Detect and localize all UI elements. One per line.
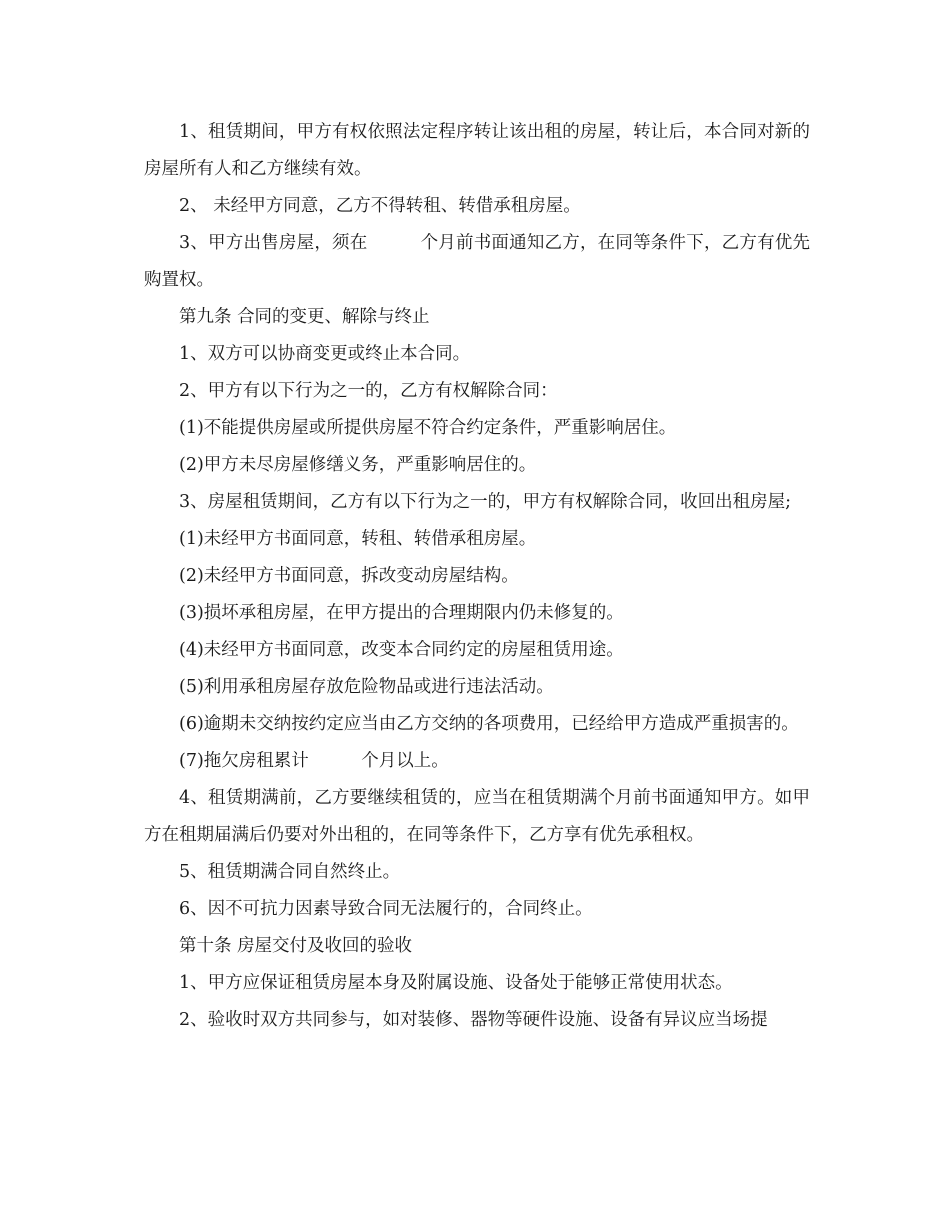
list-item: (1)未经甲方书面同意，转租、转借承租房屋。 [179, 529, 537, 549]
list-item: (1)不能提供房屋或所提供房屋不符合约定条件，严重影响居住。 [179, 418, 677, 438]
paragraph-usable-condition: 1、甲方应保证租赁房屋本身及附属设施、设备处于能够正常使用状态。 [179, 973, 733, 993]
list-item: (6)逾期未交纳按约定应当由乙方交纳的各项费用，已经给甲方造成严重损害的。 [179, 714, 799, 734]
list-item: (2)甲方未尽房屋修缮义务，严重影响居住的。 [179, 455, 537, 475]
paragraph-joint-inspection: 2、验收时双方共同参与，如对装修、器物等硬件设施、设备有异议应当场提 [179, 1010, 768, 1030]
paragraph-tenant-termination-right: 2、甲方有以下行为之一的，乙方有权解除合同： [179, 381, 558, 401]
document-body [144, 114, 810, 1039]
list-item: (3)损坏承租房屋，在甲方提出的合理期限内仍未修复的。 [179, 603, 624, 623]
section-heading-article-10: 第十条 房屋交付及收回的验收 [179, 936, 413, 956]
paragraph-renewal-notice: 4、租赁期满前，乙方要继续租赁的，应当在租赁期满个月前书面通知甲方。如甲方在租期届满后仍要对外出租的，在同等条件下，乙方享有优先承租权。 [144, 788, 810, 845]
paragraph-force-majeure: 6、因不可抗力因素导致合同无法履行的，合同终止。 [179, 899, 593, 919]
paragraph-mutual-change: 1、双方可以协商变更或终止本合同。 [179, 344, 471, 364]
paragraph-no-sublet: 2、 未经甲方同意，乙方不得转租、转借承租房屋。 [179, 196, 581, 216]
section-heading-article-9: 第九条 合同的变更、解除与终止 [179, 307, 430, 327]
paragraph-natural-end: 5、租赁期满合同自然终止。 [179, 862, 401, 882]
list-item: (2)未经甲方书面同意，拆改变动房屋结构。 [179, 566, 519, 586]
list-item: (7)拖欠房租累计 个月以上。 [179, 751, 449, 771]
paragraph-sale-notice: 3、甲方出售房屋，须在 个月前书面通知乙方，在同等条件下，乙方有优先购置权。 [144, 233, 810, 290]
paragraph-landlord-termination-right: 3、房屋租赁期间，乙方有以下行为之一的，甲方有权解除合同，收回出租房屋; [179, 492, 792, 512]
list-item: (5)利用承租房屋存放危险物品或进行违法活动。 [179, 677, 554, 697]
list-item: (4)未经甲方书面同意，改变本合同约定的房屋租赁用途。 [179, 640, 624, 660]
paragraph-transfer-right: 1、租赁期间，甲方有权依照法定程序转让该出租的房屋，转让后，本合同对新的房屋所有人和乙方继续有效。 [144, 122, 810, 179]
